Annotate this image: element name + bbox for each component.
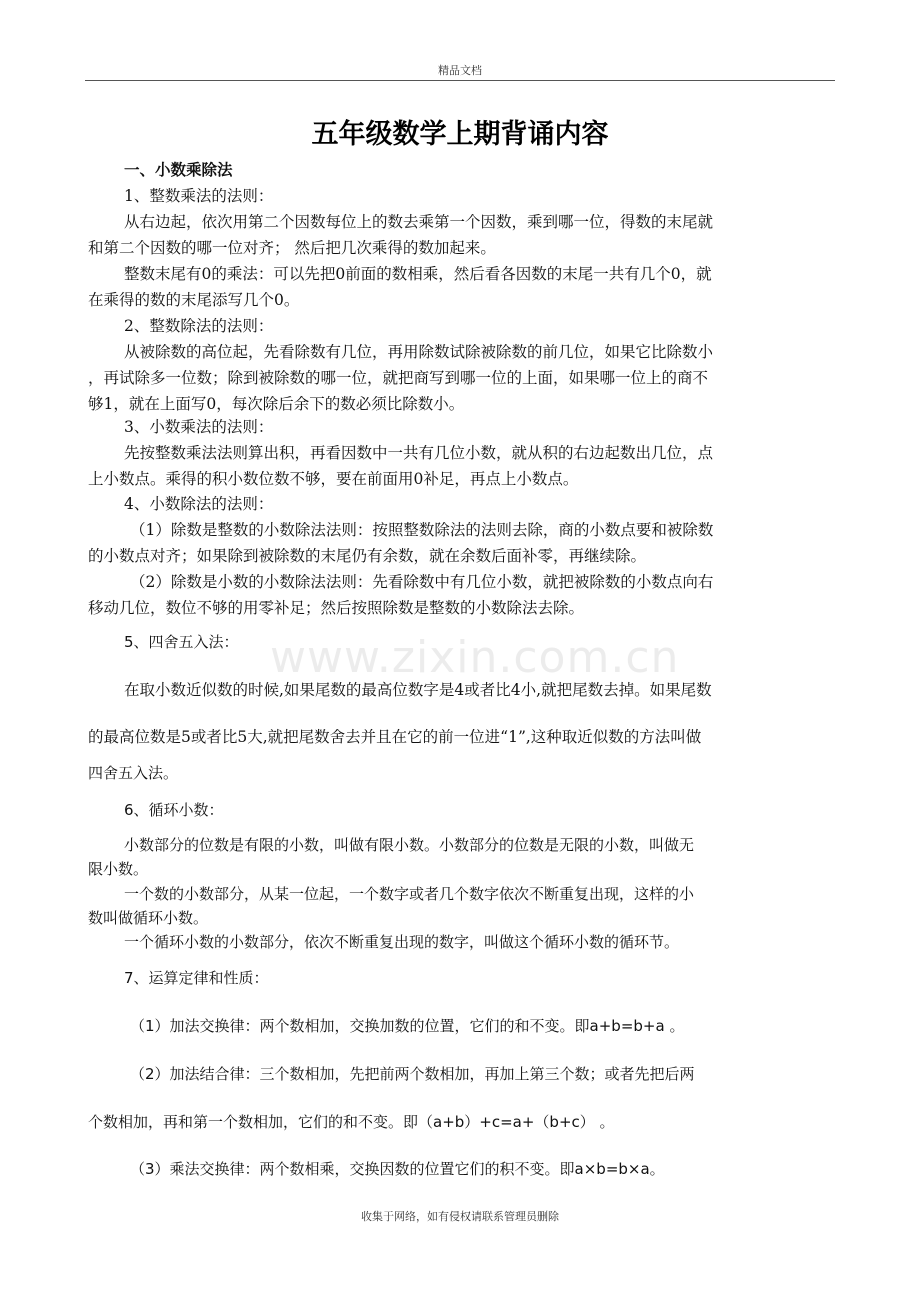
rule-1-title: 1、整数乘法的法则： — [124, 187, 274, 205]
rule-4-item-2: （2）除数是小数的小数除法法则：先看除数中有几位小数，就把被除数的小数点向右 — [130, 573, 714, 591]
rule-5-text: 四舍五入法。 — [88, 764, 179, 782]
rule-3-text: 上小数点。乘得的积小数位数不够，要在前面用0补足，再点上小数点。 — [88, 470, 579, 488]
rule-7-item-3: （3）乘法交换律：两个数相乘，交换因数的位置它们的积不变。即a×b=b×a。 — [130, 1160, 665, 1178]
rule-5-text: 在取小数近似数的时候,如果尾数的最高位数字是4或者比4小,就把尾数去掉。如果尾数 — [124, 681, 712, 699]
rule-6-text: 一个循环小数的小数部分，依次不断重复出现的数字，叫做这个循环小数的循环节。 — [124, 933, 680, 951]
rule-6-text: 数叫做循环小数。 — [88, 909, 209, 927]
rule-3-title: 3、小数乘法的法则： — [124, 418, 274, 436]
rule-5-title: 5、四舍五入法： — [124, 633, 239, 651]
rule-7-item-2: （2）加法结合律：三个数相加，先把前两个数相加，再加上第三个数；或者先把后两 — [130, 1065, 695, 1083]
rule-6-text: 限小数。 — [88, 860, 149, 878]
rule-3-text: 先按整数乘法法则算出积，再看因数中一共有几位小数，就从积的右边起数出几位，点 — [124, 444, 714, 462]
rule-7-item-1: （1）加法交换律：两个数相加，交换加数的位置，它们的和不变。即a+b=b+a 。 — [130, 1017, 685, 1035]
rule-5-text: 的最高位数是5或者比5大,就把尾数舍去并且在它的前一位进“1”,这种取近似数的方法叫做 — [88, 728, 702, 746]
rule-2-text: 从被除数的高位起，先看除数有几位，再用除数试除被除数的前几位，如果它比除数小 — [124, 343, 714, 361]
page-footer: 收集于网络，如有侵权请联系管理员删除 — [361, 1210, 559, 1223]
section-heading: 一、小数乘除法 — [124, 161, 233, 179]
rule-4-item-1: （1）除数是整数的小数除法法则：按照整数除法的法则去除，商的小数点要和被除数 — [130, 521, 714, 539]
rule-4-title: 4、小数除法的法则： — [124, 495, 274, 513]
rule-1-note: 整数末尾有0的乘法：可以先把0前面的数相乘，然后看各因数的末尾一共有几个0，就 — [124, 265, 712, 283]
page-header: 精品文档 — [438, 64, 482, 77]
rule-4-item-2: 移动几位，数位不够的用零补足；然后按照除数是整数的小数除法去除。 — [88, 599, 585, 617]
rule-7-title: 7、运算定律和性质： — [124, 969, 269, 987]
rule-2-text: 够1，就在上面写0，每次除后余下的数必须比除数小。 — [88, 395, 465, 413]
watermark: www.zixin.com.cn — [270, 632, 680, 683]
header-divider — [85, 80, 835, 81]
rule-6-title: 6、循环小数： — [124, 801, 224, 819]
rule-1-text: 从右边起，依次用第二个因数每位上的数去乘第一个因数，乘到哪一位，得数的末尾就 — [124, 213, 714, 231]
rule-7-item-2: 个数相加，再和第一个数相加，它们的和不变。即（a+b）+c=a+（b+c） 。 — [88, 1113, 615, 1131]
rule-2-title: 2、整数除法的法则： — [124, 317, 274, 335]
rule-4-item-1: 的小数点对齐；如果除到被除数的末尾仍有余数，就在余数后面补零，再继续除。 — [88, 547, 647, 565]
rule-1-text: 和第二个因数的哪一位对齐； 然后把几次乘得的数加起来。 — [88, 239, 496, 257]
rule-1-note: 在乘得的数的末尾添写几个0。 — [88, 291, 300, 309]
rule-6-text: 一个数的小数部分，从某一位起，一个数字或者几个数字依次不断重复出现，这样的小 — [124, 885, 695, 903]
rule-6-text: 小数部分的位数是有限的小数，叫做有限小数。小数部分的位数是无限的小数，叫做无 — [124, 836, 695, 854]
rule-2-text: ，再试除多一位数；除到被除数的哪一位，就把商写到哪一位的上面，如果哪一位上的商不 — [88, 369, 709, 387]
document-title: 五年级数学上期背诵内容 — [311, 119, 609, 150]
